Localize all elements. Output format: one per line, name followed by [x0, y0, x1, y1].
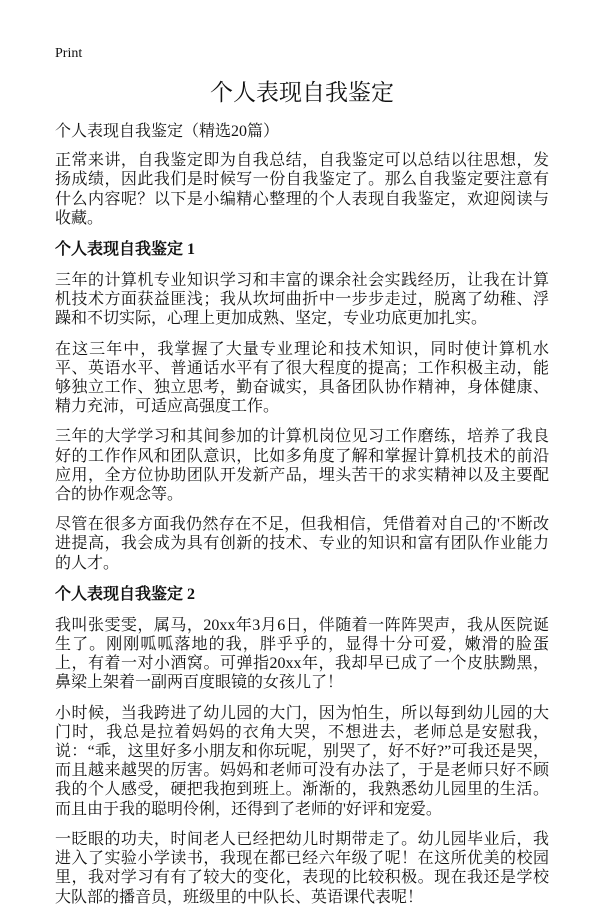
- print-link[interactable]: Print: [55, 46, 83, 61]
- section-heading: 个人表现自我鉴定 1: [55, 241, 196, 259]
- document-body: [55, 78, 549, 918]
- paragraph: 尽管在很多方面我仍然存在不足，但我相信，凭借着对自己的'不断改进提高，我会成为具有创新的技术、专业的知识和富有团队作业能力的人才。: [55, 516, 549, 572]
- paragraph: 三年的大学学习和其间参加的计算机岗位见习工作磨练，培养了我良好的工作作风和团队意识，比如多角度了解和掌握计算机技术的前沿应用，全方位协助团队开发新产品，埋头苦干的求实精神以及主要配合的协作观念等。: [55, 428, 549, 504]
- paragraph: 三年的计算机专业知识学习和丰富的课余社会实践经历，让我在计算机技术方面获益匪浅；我从坎坷曲折中一步步走过，脱离了幼稚、浮躁和不切实际，心理上更加成熟、坚定，专业功底更加扎实。: [55, 272, 549, 328]
- paragraph: 一眨眼的功夫，时间老人已经把幼儿时期带走了。幼儿园毕业后，我进入了实验小学读书，我现在都已经六年级了呢！在这所优美的校园里，我对学习有有了较大的变化，表现的比较积极。现在我还是学校大队部的播音员，班级里的中队长、英语课代表呢！: [55, 830, 549, 906]
- page-title: 个人表现自我鉴定: [210, 80, 394, 105]
- paragraph: 小时候，当我跨进了幼儿园的大门，因为怕生，所以每到幼儿园的大门时，我总是拉着妈妈的衣角大哭，不想进去，老师总是安慰我，说：“乖，这里好多小朋友和你玩呢，别哭了，好不好?”可我还是哭，而且越来越哭的厉害。妈妈和老师可没有办法了，于是老师只好不顾我的个人感受，硬把我抱到班上。渐渐的，我熟悉幼儿园里的生活。而且由于我的聪明伶俐，还得到了老师的'好评和宠爱。: [55, 704, 549, 818]
- intro-paragraph: 正常来讲，自我鉴定即为自我总结，自我鉴定可以总结以往思想，发扬成绩，因此我们是时候写一份自我鉴定了。那么自我鉴定要注意有什么内容呢？以下是小编精心整理的个人表现自我鉴定，欢迎阅读与收藏。: [55, 152, 549, 227]
- subtitle: 个人表现自我鉴定（精选20篇）: [55, 123, 280, 140]
- section-heading: 个人表现自我鉴定 2: [55, 585, 196, 603]
- paragraph: 我叫张雯雯，属马，20xx年3月6日，伴随着一阵阵哭声，我从医院诞生了。刚刚呱呱落地的我，胖乎乎的，显得十分可爱，嫩滑的脸蛋上，有着一对小酒窝。可弹指20xx年，我却早已成了一个皮肤黝黑，鼻梁上架着一副两百度眼镜的女孩儿了！: [55, 616, 549, 692]
- paragraph: 在这三年中，我掌握了大量专业理论和技术知识，同时使计算机水平、英语水平、普通话水平有了很大程度的提高；工作积极主动，能够独立工作、独立思考，勤奋诚实，具备团队协作精神，身体健康、精力充沛，可适应高强度工作。: [55, 340, 549, 416]
